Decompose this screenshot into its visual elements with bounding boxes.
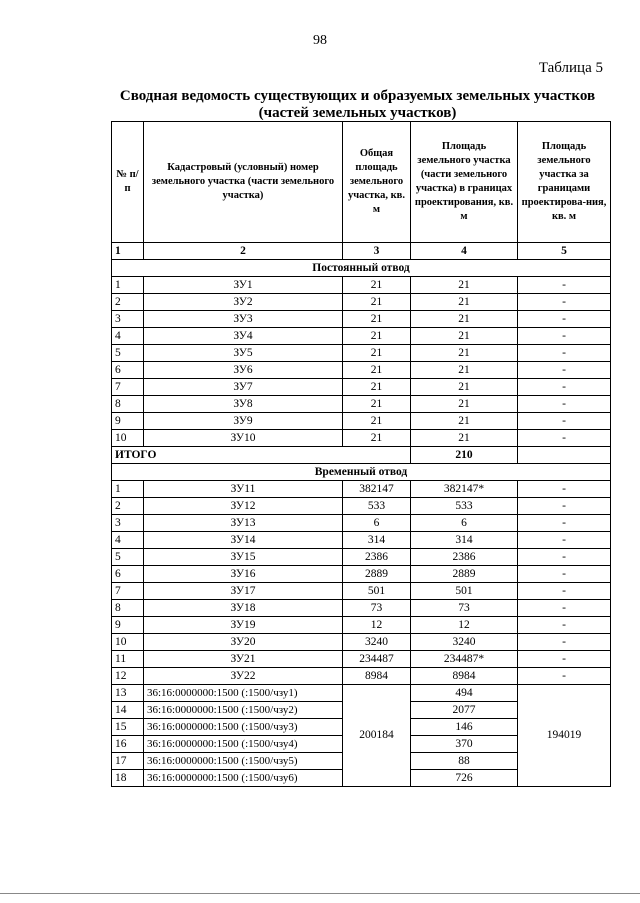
header-number: № п/п: [112, 122, 144, 243]
parcel-name: ЗУ11: [144, 481, 343, 498]
row-number: 13: [112, 685, 144, 702]
column-number: 5: [518, 243, 611, 260]
outside-area: -: [518, 311, 611, 328]
outside-area: -: [518, 362, 611, 379]
inside-area: 21: [411, 396, 518, 413]
table-row: [112, 668, 611, 685]
parcel-name: ЗУ6: [144, 362, 343, 379]
column-number: 3: [343, 243, 411, 260]
table-row: [112, 294, 611, 311]
merged-outside-area: 194019: [518, 685, 611, 787]
total-area: 21: [343, 430, 411, 447]
inside-area: 21: [411, 379, 518, 396]
page-number: 98: [313, 33, 327, 48]
total-area: 21: [343, 345, 411, 362]
row-number: 11: [112, 651, 144, 668]
total-value: 210: [411, 447, 518, 464]
table-row: [112, 430, 611, 447]
total-area: 501: [343, 583, 411, 600]
inside-area: 2386: [411, 549, 518, 566]
total-area: 533: [343, 498, 411, 515]
inside-area: 234487*: [411, 651, 518, 668]
row-number: 4: [112, 532, 144, 549]
total-area: 21: [343, 328, 411, 345]
inside-area: 494: [411, 685, 518, 702]
parcel-cadastral-number: 36:16:0000000:1500 (:1500/чзу4): [144, 736, 343, 753]
row-number: 18: [112, 770, 144, 787]
row-number: 1: [112, 277, 144, 294]
parcel-name: ЗУ20: [144, 634, 343, 651]
outside-area: -: [518, 498, 611, 515]
parcel-cadastral-number: 36:16:0000000:1500 (:1500/чзу5): [144, 753, 343, 770]
inside-area: 3240: [411, 634, 518, 651]
inside-area: 533: [411, 498, 518, 515]
row-number: 14: [112, 702, 144, 719]
parcel-name: ЗУ17: [144, 583, 343, 600]
row-number: 5: [112, 345, 144, 362]
total-area: 2889: [343, 566, 411, 583]
outside-area: -: [518, 481, 611, 498]
parcel-cadastral-number: 36:16:0000000:1500 (:1500/чзу1): [144, 685, 343, 702]
total-area: 21: [343, 379, 411, 396]
row-number: 5: [112, 549, 144, 566]
table-row: [112, 362, 611, 379]
outside-area: -: [518, 651, 611, 668]
total-area: 21: [343, 277, 411, 294]
table-row: [112, 634, 611, 651]
section-row-temporary: [112, 464, 611, 481]
page-bottom-rule: [0, 893, 640, 894]
outside-area: -: [518, 396, 611, 413]
parcel-name: ЗУ8: [144, 396, 343, 413]
row-number: 3: [112, 311, 144, 328]
total-label: ИТОГО: [112, 447, 411, 464]
parcel-cadastral-number: 36:16:0000000:1500 (:1500/чзу2): [144, 702, 343, 719]
outside-area: -: [518, 583, 611, 600]
parcel-name: ЗУ21: [144, 651, 343, 668]
total-area: 12: [343, 617, 411, 634]
table-row: [112, 549, 611, 566]
row-number: 2: [112, 294, 144, 311]
outside-area: -: [518, 430, 611, 447]
outside-area: -: [518, 277, 611, 294]
outside-area: -: [518, 600, 611, 617]
inside-area: 314: [411, 532, 518, 549]
row-number: 2: [112, 498, 144, 515]
table-row: [112, 481, 611, 498]
outside-area: -: [518, 413, 611, 430]
inside-area: 12: [411, 617, 518, 634]
row-number: 6: [112, 566, 144, 583]
outside-area: -: [518, 515, 611, 532]
parcel-name: ЗУ7: [144, 379, 343, 396]
outside-area: -: [518, 294, 611, 311]
section-title-temporary: Временный отвод: [112, 464, 611, 481]
outside-area: -: [518, 566, 611, 583]
inside-area: 21: [411, 311, 518, 328]
parcel-name: ЗУ22: [144, 668, 343, 685]
inside-area: 21: [411, 328, 518, 345]
parcel-name: ЗУ2: [144, 294, 343, 311]
header-row: [112, 122, 611, 243]
total-area: 73: [343, 600, 411, 617]
row-number: 10: [112, 634, 144, 651]
row-number: 8: [112, 600, 144, 617]
inside-area: 8984: [411, 668, 518, 685]
inside-area: 21: [411, 294, 518, 311]
table-row: [112, 583, 611, 600]
parcel-name: ЗУ10: [144, 430, 343, 447]
table-row: [112, 396, 611, 413]
total-area: 6: [343, 515, 411, 532]
table-row: [112, 277, 611, 294]
table-row: [112, 600, 611, 617]
row-number: 9: [112, 413, 144, 430]
table-row: [112, 498, 611, 515]
parcel-cadastral-number: 36:16:0000000:1500 (:1500/чзу6): [144, 770, 343, 787]
parcel-name: ЗУ19: [144, 617, 343, 634]
table-row: [112, 379, 611, 396]
parcel-name: ЗУ16: [144, 566, 343, 583]
row-number: 6: [112, 362, 144, 379]
inside-area: 2077: [411, 702, 518, 719]
row-number: 17: [112, 753, 144, 770]
outside-area: -: [518, 345, 611, 362]
outside-area: -: [518, 379, 611, 396]
inside-area: 21: [411, 362, 518, 379]
merged-total-area: 200184: [343, 685, 411, 787]
total-area: 3240: [343, 634, 411, 651]
column-number: 2: [144, 243, 343, 260]
outside-area: -: [518, 328, 611, 345]
table-row: [112, 328, 611, 345]
land-parcels-table: [111, 121, 611, 787]
outside-area: -: [518, 549, 611, 566]
table-row: [112, 685, 611, 702]
row-number: 7: [112, 583, 144, 600]
total-row: [112, 447, 611, 464]
inside-area: 382147*: [411, 481, 518, 498]
total-area: 382147: [343, 481, 411, 498]
header-cadastral: Кадастровый (условный) номер земельного участка (части земельного участка): [144, 122, 343, 243]
table-row: [112, 515, 611, 532]
empty-cell: [518, 447, 611, 464]
outside-area: -: [518, 668, 611, 685]
column-number-row: [112, 243, 611, 260]
header-total-area: Общая площадь земельного участка, кв. м: [343, 122, 411, 243]
inside-area: 21: [411, 430, 518, 447]
table-row: [112, 345, 611, 362]
inside-area: 146: [411, 719, 518, 736]
table-label: Таблица 5: [538, 60, 603, 76]
parcel-name: ЗУ15: [144, 549, 343, 566]
table-row: [112, 651, 611, 668]
inside-area: 726: [411, 770, 518, 787]
parcel-name: ЗУ1: [144, 277, 343, 294]
inside-area: 21: [411, 277, 518, 294]
table-row: [112, 617, 611, 634]
parcel-name: ЗУ5: [144, 345, 343, 362]
total-area: 21: [343, 362, 411, 379]
total-area: 2386: [343, 549, 411, 566]
outside-area: -: [518, 617, 611, 634]
row-number: 1: [112, 481, 144, 498]
parcel-name: ЗУ4: [144, 328, 343, 345]
inside-area: 21: [411, 345, 518, 362]
total-area: 21: [343, 294, 411, 311]
title-line-1: Сводная ведомость существующих и образуемых земельных участков: [119, 88, 596, 104]
total-area: 8984: [343, 668, 411, 685]
inside-area: 2889: [411, 566, 518, 583]
header-outside-area: Площадь земельного участка за границами проектирова-ния, кв. м: [518, 122, 611, 243]
inside-area: 501: [411, 583, 518, 600]
total-area: 21: [343, 413, 411, 430]
inside-area: 73: [411, 600, 518, 617]
parcel-name: ЗУ9: [144, 413, 343, 430]
row-number: 12: [112, 668, 144, 685]
row-number: 3: [112, 515, 144, 532]
parcel-name: ЗУ13: [144, 515, 343, 532]
outside-area: -: [518, 532, 611, 549]
parcel-name: ЗУ18: [144, 600, 343, 617]
inside-area: 6: [411, 515, 518, 532]
row-number: 10: [112, 430, 144, 447]
column-number: 1: [112, 243, 144, 260]
outside-area: -: [518, 634, 611, 651]
row-number: 15: [112, 719, 144, 736]
column-number: 4: [411, 243, 518, 260]
total-area: 314: [343, 532, 411, 549]
parcel-cadastral-number: 36:16:0000000:1500 (:1500/чзу3): [144, 719, 343, 736]
inside-area: 370: [411, 736, 518, 753]
table-row: [112, 566, 611, 583]
row-number: 8: [112, 396, 144, 413]
table-row: [112, 532, 611, 549]
table-row: [112, 311, 611, 328]
section-row-permanent: [112, 260, 611, 277]
row-number: 7: [112, 379, 144, 396]
total-area: 21: [343, 396, 411, 413]
inside-area: 21: [411, 413, 518, 430]
parcel-name: ЗУ3: [144, 311, 343, 328]
document-title: [100, 88, 615, 122]
section-title-permanent: Постоянный отвод: [112, 260, 611, 277]
total-area: 234487: [343, 651, 411, 668]
title-line-2: (частей земельных участков): [258, 105, 457, 121]
parcel-name: ЗУ12: [144, 498, 343, 515]
parcel-name: ЗУ14: [144, 532, 343, 549]
inside-area: 88: [411, 753, 518, 770]
table-row: [112, 413, 611, 430]
row-number: 9: [112, 617, 144, 634]
row-number: 16: [112, 736, 144, 753]
row-number: 4: [112, 328, 144, 345]
total-area: 21: [343, 311, 411, 328]
header-inside-area: Площадь земельного участка (части земельного участка) в границах проектирования, кв. м: [411, 122, 518, 243]
